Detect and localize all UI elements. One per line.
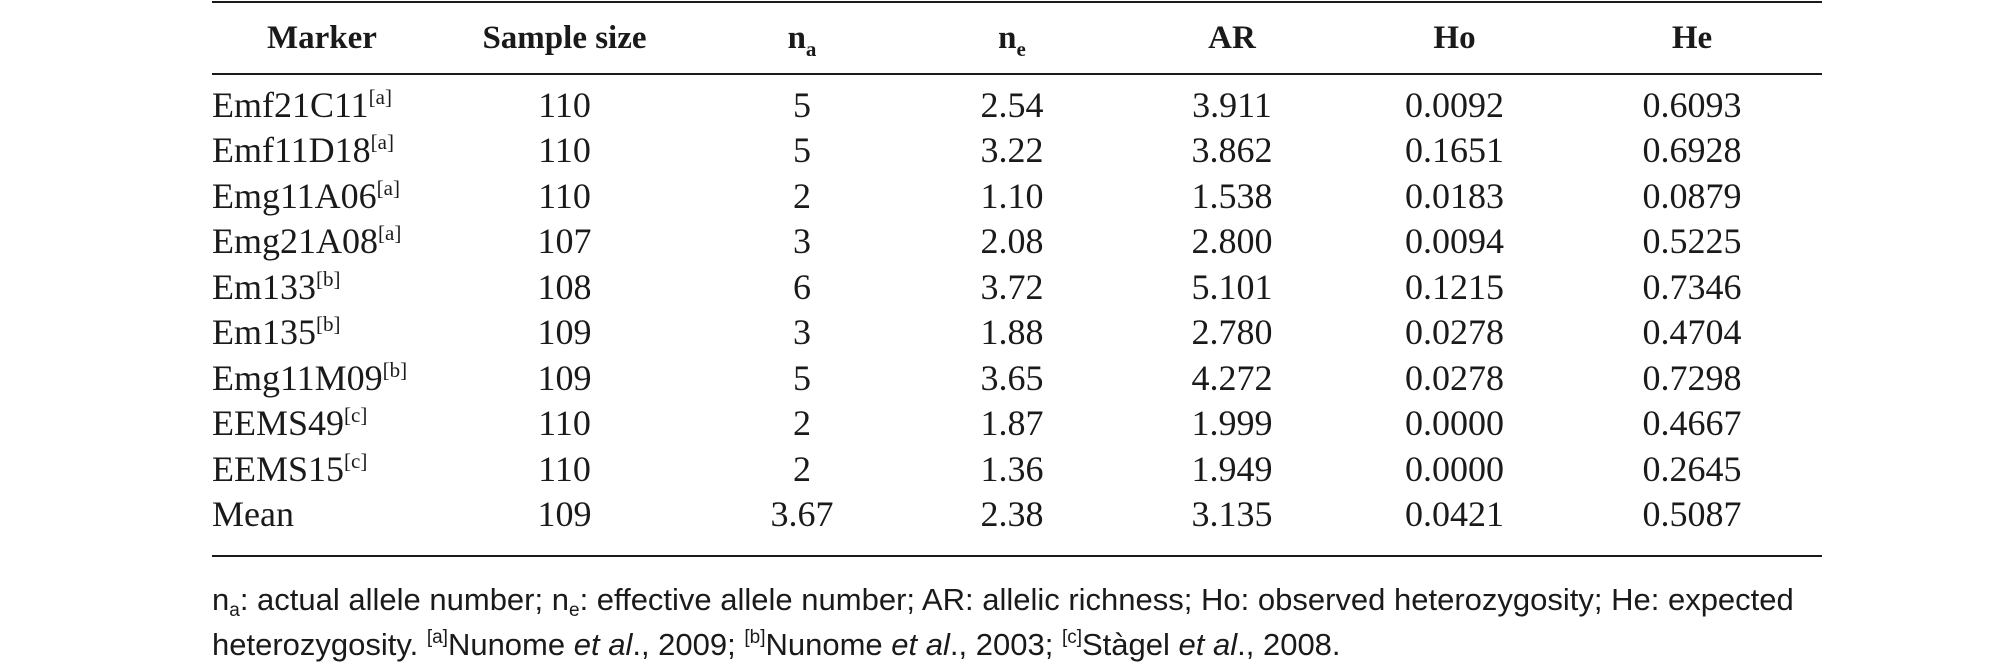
marker-name: Em133 <box>212 266 316 307</box>
column-header-label: n <box>998 19 1017 56</box>
footnote-ne-symbol: n <box>551 582 569 617</box>
sample-size-cell: 109 <box>537 494 592 535</box>
column-header-label: n <box>787 19 806 56</box>
ar-cell: 3.911 <box>1192 84 1272 125</box>
ar-cell: 2.800 <box>1191 221 1273 262</box>
table-row <box>212 401 1822 447</box>
na-cell: 3 <box>793 221 811 262</box>
ne-cell: 1.87 <box>980 403 1044 444</box>
ho-cell: 0.0000 <box>1405 403 1504 444</box>
column-header-label: Ho <box>1433 19 1476 56</box>
marker-reference: [a] <box>368 84 392 109</box>
table-row <box>212 128 1822 174</box>
marker-name: Emg11A06 <box>212 175 377 216</box>
marker-reference: [b] <box>316 312 341 337</box>
ne-cell: 1.10 <box>980 175 1044 216</box>
he-cell: 0.7346 <box>1642 266 1742 307</box>
sample-size-cell: 110 <box>538 403 591 444</box>
footnote-ref-c-author: Stàgel <box>1082 627 1179 662</box>
ho-cell: 0.0278 <box>1405 312 1504 353</box>
he-cell: 0.4667 <box>1642 403 1742 444</box>
na-cell: 5 <box>793 130 811 171</box>
na-cell: 5 <box>793 84 811 125</box>
ar-cell: 1.949 <box>1191 448 1273 489</box>
he-cell: 0.0879 <box>1642 175 1742 216</box>
marker-reference: [a] <box>378 221 402 246</box>
footnote-na-definition: : actual allele number; <box>239 582 552 617</box>
ar-cell: 4.272 <box>1191 357 1273 398</box>
ar-cell: 3.135 <box>1191 494 1273 535</box>
ne-cell: 2.54 <box>980 84 1044 125</box>
footnote-ref-a-year: ., 2009; <box>632 627 745 662</box>
column-header-na <box>697 0 907 76</box>
ho-cell: 0.0094 <box>1405 221 1504 262</box>
sample-size-cell: 108 <box>537 266 592 307</box>
column-header-he <box>1562 0 1822 76</box>
marker-reference: [c] <box>344 403 368 428</box>
table-row <box>212 446 1822 492</box>
marker-cell <box>212 219 432 265</box>
table-header-row <box>212 0 1822 76</box>
sample-size-cell: 110 <box>538 448 591 489</box>
marker-reference: [b] <box>316 266 341 291</box>
marker-cell <box>212 310 432 356</box>
footnote-ref-a-author: Nunome <box>447 627 574 662</box>
marker-reference: [a] <box>376 175 400 200</box>
marker-name: EEMS49 <box>212 403 345 444</box>
marker-cell <box>212 355 432 401</box>
he-cell: 0.7298 <box>1642 357 1742 398</box>
footnote-ref-a-etal: et al <box>573 627 633 662</box>
ar-cell: 3.862 <box>1191 130 1273 171</box>
column-header-ho <box>1347 0 1562 76</box>
ne-cell: 1.88 <box>980 312 1044 353</box>
marker-name: Emg21A08 <box>212 221 378 262</box>
table-body <box>212 76 1822 537</box>
marker-name: Em135 <box>212 312 316 353</box>
marker-cell <box>212 401 432 447</box>
na-cell: 2 <box>793 175 811 216</box>
ar-cell: 2.780 <box>1191 312 1273 353</box>
sample-size-cell: 109 <box>537 312 592 353</box>
table-row <box>212 264 1822 310</box>
ne-cell: 3.22 <box>980 130 1044 171</box>
marker-reference: [b] <box>382 357 408 382</box>
footnote-ref-c-year: ., 2008. <box>1237 627 1341 662</box>
footnote-ref-b-etal: et al <box>891 627 950 662</box>
ho-cell: 0.0421 <box>1405 494 1504 535</box>
sample-size-cell: 110 <box>538 175 591 216</box>
he-cell: 0.2645 <box>1642 448 1742 489</box>
footnote-ref-c-mark: [c] <box>1061 627 1082 648</box>
ar-cell: 1.538 <box>1191 175 1273 216</box>
marker-cell <box>212 492 432 538</box>
table-row <box>212 76 1822 128</box>
table-row <box>212 173 1822 219</box>
na-cell: 2 <box>793 448 811 489</box>
footnote-ref-b-mark: [b] <box>744 627 766 648</box>
marker-name: EEMS15 <box>212 448 345 489</box>
na-cell: 2 <box>793 403 811 444</box>
ne-cell: 3.65 <box>980 357 1044 398</box>
table-footnote <box>212 577 1822 667</box>
column-header-label: He <box>1671 19 1713 56</box>
footnote-ne-subscript: e <box>568 600 580 621</box>
ho-cell: 0.0000 <box>1405 448 1504 489</box>
marker-reference: [a] <box>370 130 394 155</box>
footnote-na-subscript: a <box>229 600 240 621</box>
table-bottom-rule <box>212 555 1822 557</box>
ho-cell: 0.0092 <box>1405 84 1504 125</box>
column-header-label: Marker <box>267 19 377 56</box>
ar-cell: 1.999 <box>1191 403 1273 444</box>
na-cell: 6 <box>793 266 811 307</box>
table-row <box>212 355 1822 401</box>
column-header-label: Sample size <box>482 19 647 56</box>
na-cell: 3.67 <box>770 494 834 535</box>
marker-cell <box>212 446 432 492</box>
sample-size-cell: 109 <box>537 357 592 398</box>
he-cell: 0.4704 <box>1642 312 1742 353</box>
footnote-ne-definition: : effective allele number; AR: allelic richness; Ho: observed heterozygosity; He: expected heterozygosity. <box>212 582 1794 662</box>
he-cell: 0.6093 <box>1642 84 1742 125</box>
column-header-label: AR <box>1208 19 1256 56</box>
ar-cell: 5.101 <box>1191 266 1273 307</box>
ho-cell: 0.0183 <box>1405 175 1504 216</box>
column-header-subscript: a <box>805 36 817 61</box>
column-header-subscript: e <box>1016 36 1026 61</box>
marker-name: Emf21C11 <box>212 84 369 125</box>
ne-cell: 2.38 <box>980 494 1044 535</box>
sample-size-cell: 107 <box>537 221 592 262</box>
column-header-ar <box>1117 0 1347 76</box>
marker-statistics-table <box>212 0 1822 537</box>
he-cell: 0.5087 <box>1642 494 1742 535</box>
marker-cell <box>212 76 432 128</box>
marker-name: Emg11M09 <box>212 357 383 398</box>
footnote-ref-c-etal: et al <box>1178 627 1238 662</box>
footnote-na-symbol: n <box>212 582 230 617</box>
footnote-ref-b-author: Nunome <box>765 627 892 662</box>
table-row <box>212 219 1822 265</box>
ne-cell: 3.72 <box>980 266 1044 307</box>
ho-cell: 0.1651 <box>1405 130 1504 171</box>
ne-cell: 1.36 <box>980 448 1044 489</box>
footnote-ref-b-year: ., 2003; <box>949 627 1062 662</box>
he-cell: 0.6928 <box>1642 130 1742 171</box>
sample-size-cell: 110 <box>538 130 591 171</box>
marker-name: Mean <box>212 494 294 535</box>
marker-cell <box>212 173 432 219</box>
column-header-ne <box>907 0 1117 76</box>
table-row <box>212 310 1822 356</box>
ne-cell: 2.08 <box>980 221 1044 262</box>
na-cell: 3 <box>793 312 811 353</box>
table-row <box>212 492 1822 538</box>
marker-name: Emf11D18 <box>212 130 371 171</box>
sample-size-cell: 110 <box>538 84 591 125</box>
column-header-sample-size <box>432 0 697 76</box>
marker-reference: [c] <box>344 448 368 473</box>
marker-cell <box>212 128 432 174</box>
column-header-marker <box>212 0 432 76</box>
na-cell: 5 <box>793 357 811 398</box>
footnote-ref-a-mark: [a] <box>426 627 448 648</box>
ho-cell: 0.1215 <box>1405 266 1504 307</box>
ho-cell: 0.0278 <box>1405 357 1504 398</box>
marker-cell <box>212 264 432 310</box>
he-cell: 0.5225 <box>1642 221 1742 262</box>
